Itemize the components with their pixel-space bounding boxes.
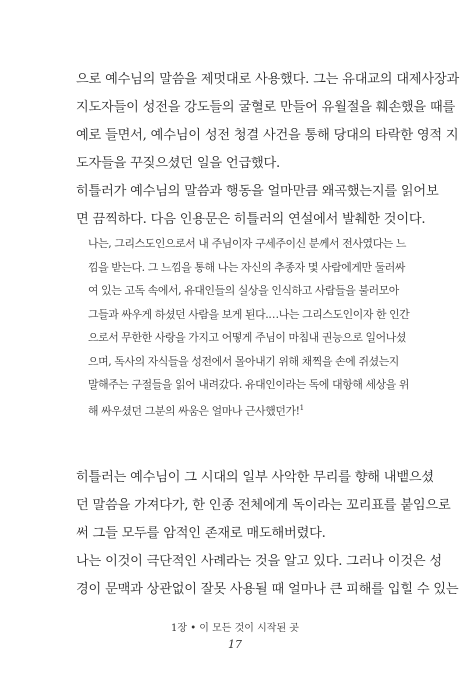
quote-line: 으며, 독사의 자식들을 성전에서 몰아내기 위해 채찍을 손에 쥐셨는지 [88, 354, 399, 368]
body-text-bottom [76, 464, 459, 604]
text-line: 나는 이것이 극단적인 사례라는 것을 알고 있다. 그러나 이것은 성 [76, 554, 442, 569]
quote-line: 나는, 그리스도인으로서 내 주님이자 구세주이신 분께서 전사였다는 느 [88, 237, 406, 250]
text-line: 히틀러는 예수님이 그 시대의 일부 사악한 무리를 향해 내뱉으셨 [76, 470, 434, 485]
text-line: 써 그들 모두를 암적인 존재로 매도해버렸다. [76, 526, 326, 541]
text-line: 지도자들이 성전을 강도들의 굴혈로 만들어 유월절을 훼손했을 때를 [76, 100, 456, 115]
quote-line: 말해주는 구절들을 읽어 내려갔다. 유대인이라는 독에 대항해 세상을 위 [88, 378, 410, 391]
page-number: 17 [228, 638, 242, 651]
text-line: 던 말씀을 가져다가, 한 인종 전체에게 독이라는 꼬리표를 붙임으로 [76, 498, 451, 513]
footnote-marker: 1 [299, 403, 304, 412]
text-line: 도자들을 꾸짖으셨던 일을 언급했다. [76, 156, 281, 171]
quote-line: 낌을 받는다. 그 느낌을 통해 나는 자신의 추종자 몇 사람에게만 둘러싸 [88, 260, 406, 274]
text-line: 예로 들면서, 예수님이 성전 청결 사건을 통해 당대의 타락한 영적 지 [76, 128, 459, 143]
block-quote [88, 232, 410, 423]
running-footer-chapter: 1장 • 이 모든 것이 시작된 곳 [171, 623, 299, 634]
quote-line-text: 해 싸우셨던 그분의 싸움은 얼마나 근사했던가! [88, 404, 300, 418]
text-line: 으로 예수님의 말씀을 제멋대로 사용했다. 그는 유대교의 대제사장과 [76, 72, 460, 87]
text-line: 경이 문맥과 상관없이 잘못 사용될 때 얼마나 큰 피해를 입힐 수 있는 [76, 582, 459, 597]
quote-line-last [88, 397, 388, 423]
text-line: 히틀러가 예수님의 말씀과 행동을 얼마만큼 왜곡했는지를 읽어보 [76, 184, 439, 199]
quote-line: 으로서 무한한 사랑을 가지고 어떻게 주님이 마침내 권능으로 일어나셨 [88, 331, 406, 344]
quote-line: 여 있는 고독 속에서, 유대인들의 실상을 인식하고 사람들을 불러모아 [88, 284, 399, 297]
body-text-top [76, 66, 460, 234]
text-line: 면 끔찍하다. 다음 인용문은 히틀러의 연설에서 발췌한 것이다. [76, 212, 426, 227]
quote-line: 그들과 싸우게 하셨던 사람을 보게 된다.…나는 그리스도인이자 한 인간 [88, 307, 410, 321]
